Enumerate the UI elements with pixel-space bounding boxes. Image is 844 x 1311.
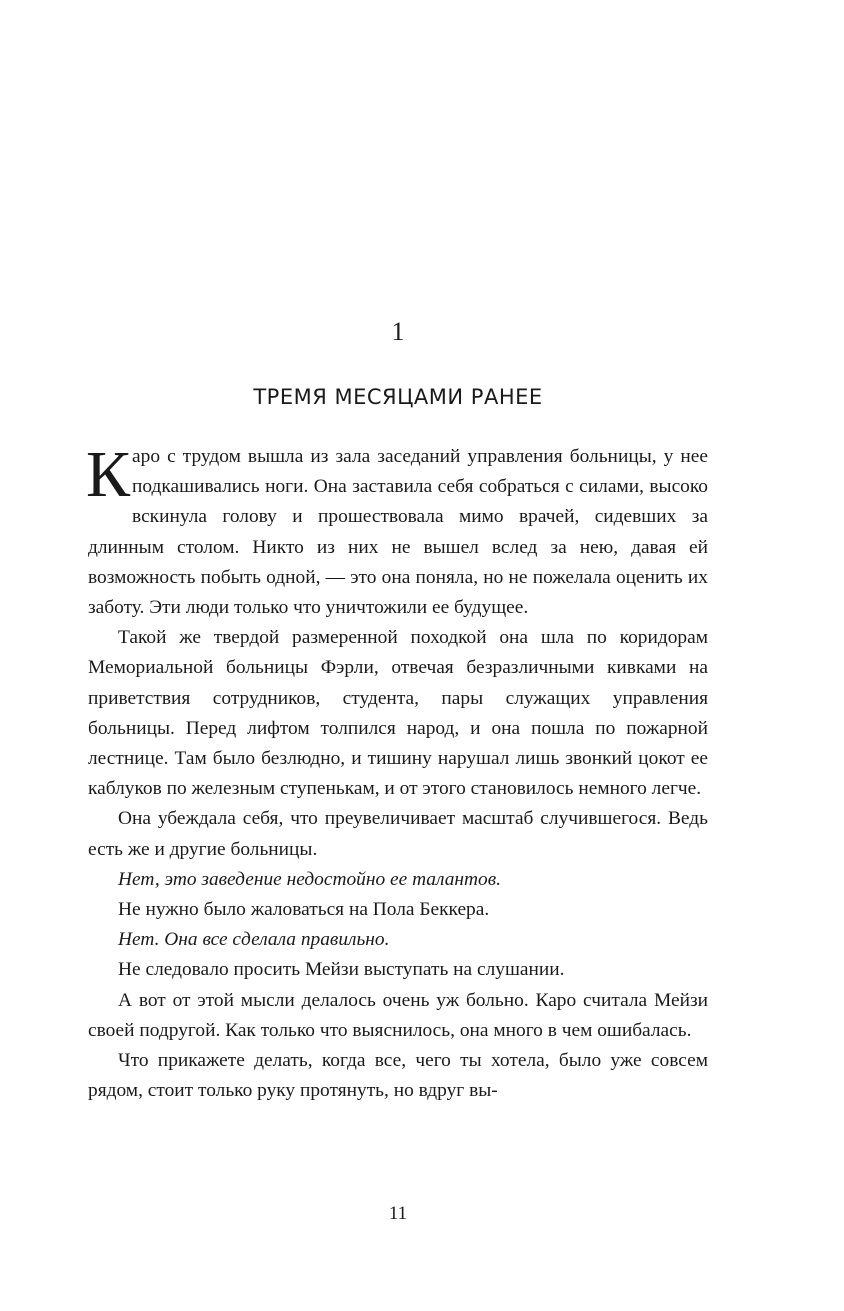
paragraph: Что прикажете делать, когда все, чего ты хотела, было уже совсем рядом, стоит только руку протянуть, но вдруг вы- [88, 1050, 708, 1102]
italic-thought: Нет, это заведение недостойно ее талантов. [118, 868, 501, 890]
drop-cap: К [86, 438, 131, 511]
chapter-title: ТРЕМЯ МЕСЯЦАМИ РАНЕЕ [253, 385, 543, 409]
paragraph: Не нужно было жаловаться на Пола Беккера. [118, 899, 490, 921]
chapter-number: 1 [391, 317, 405, 346]
paragraph: Такой же твердой размеренной походкой она шла по коридорам Мемориальной больницы Фэрли, отвечая безразличными кивками на приветствия сотрудников, студента, пары служащих управления больницы. Перед лифтом толпился народ, и она пошла по пожарной лестнице. Там было безлюдно, и тишину нарушал лишь звонкий цокот ее каблуков по железным ступенькам, и от этого становилось немного легче. [88, 627, 708, 800]
body-text [86, 438, 708, 1106]
paragraph [86, 438, 708, 623]
italic-thought: Нет. Она все сделала правильно. [118, 929, 390, 951]
page-number: 11 [388, 1203, 408, 1224]
paragraph: А вот от этой мысли делалось очень уж больно. Каро считала Мейзи своей подругой. Как только что выяснилось, она много в чем ошибалась. [88, 989, 708, 1041]
paragraph: Она убеждала себя, что преувеличивает масштаб случившегося. Ведь есть же и другие больницы. [88, 808, 708, 860]
paragraph: Не следовало просить Мейзи выступать на слушании. [118, 959, 565, 981]
paragraph-text: аро с трудом вышла из зала заседаний управления больницы, у нее подкашивались ноги. Она заставила себя собраться с силами, высоко вскинула голову и прошествовала мимо врачей, сидевших за длинным столом. Никто из них не вышел вслед за нею, давая ей возможность побыть одной, — это она поняла, но не пожелала оценить их заботу. Эти люди только что уничтожили ее будущее. [88, 446, 708, 619]
